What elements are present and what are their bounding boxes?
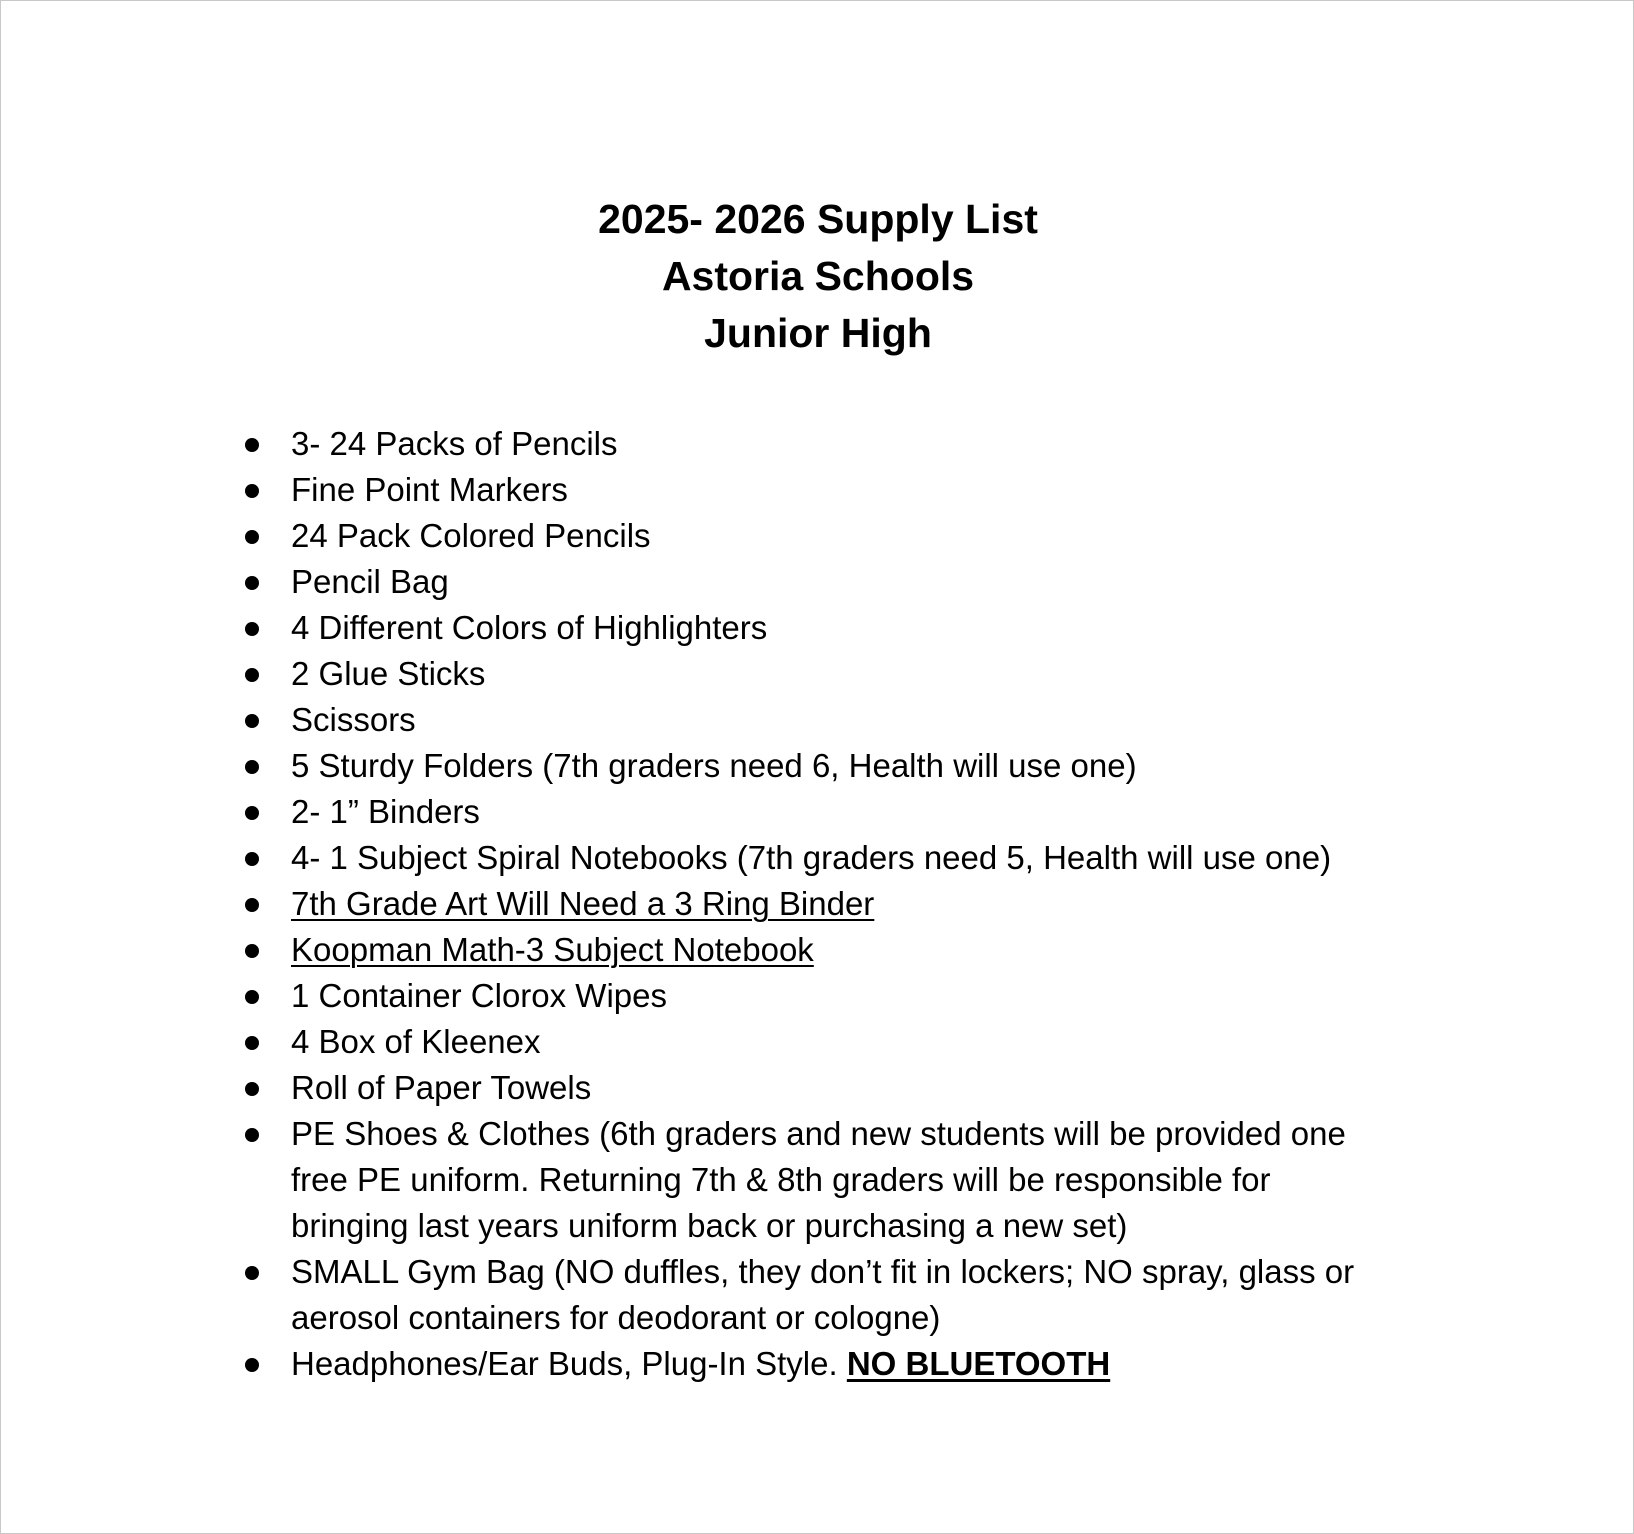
supply-item-label: 4 Box of Kleenex [291,1023,541,1060]
supply-item-clorox-wipes [1,973,1354,1019]
supply-item-binders [1,789,1354,835]
supply-item-folders [1,743,1354,789]
supply-item-spiral-notebooks [1,835,1354,881]
supply-item-kleenex [1,1019,1354,1065]
bullet-icon [245,898,259,912]
supply-item-label: 4 Different Colors of Highlighters [291,609,768,646]
bullet-icon [245,944,259,958]
bullet-icon [245,576,259,590]
bullet-icon [245,990,259,1004]
supply-item-label: 1 Container Clorox Wipes [291,977,667,1014]
supply-item-math-notebook [1,927,1354,973]
bullet-icon [245,438,259,452]
supply-item-pe-clothes [1,1111,1354,1249]
supply-item-label: Fine Point Markers [291,471,568,508]
supply-list [1,421,1354,1387]
supply-item-paper-towels [1,1065,1354,1111]
no-bluetooth-note: NO BLUETOOTH [846,1345,1111,1382]
bullet-icon [245,1128,259,1142]
supply-item-line: bringing last years uniform back or purchasing a new set) [291,1207,1128,1244]
bullet-icon [245,714,259,728]
supply-item-line: free PE uniform. Returning 7th & 8th graders will be responsible for [291,1161,1271,1198]
supply-item-line: aerosol containers for deodorant or cologne) [291,1299,941,1336]
supply-item-line: SMALL Gym Bag (NO duffles, they don’t fit in lockers; NO spray, glass or [291,1253,1355,1290]
title-line-year: 2025- 2026 Supply List [598,196,1038,242]
document-title [1,191,1634,362]
supply-item-gym-bag [1,1249,1354,1341]
bullet-icon [245,622,259,636]
bullet-icon [245,852,259,866]
supply-item-pencils [1,421,1354,467]
bullet-icon [245,1082,259,1096]
supply-item-label: 24 Pack Colored Pencils [291,517,651,554]
bullet-icon [245,668,259,682]
bullet-icon [245,530,259,544]
title-line-level: Junior High [704,310,932,356]
supply-item-label: Headphones/Ear Buds, Plug-In Style. [291,1345,847,1382]
title-line-school: Astoria Schools [661,253,975,299]
supply-item-label: Pencil Bag [291,563,449,600]
supply-item-label: 4- 1 Subject Spiral Notebooks (7th graders need 5, Health will use one) [291,839,1332,876]
supply-item-colored-pencils [1,513,1354,559]
bullet-icon [245,1036,259,1050]
bullet-icon [245,484,259,498]
supply-item-label: 5 Sturdy Folders (7th graders need 6, Health will use one) [291,747,1137,784]
bullet-icon [245,1358,259,1372]
supply-item-art-binder [1,881,1354,927]
supply-item-glue-sticks [1,651,1354,697]
supply-item-highlighters [1,605,1354,651]
supply-item-scissors [1,697,1354,743]
supply-item-label: 3- 24 Packs of Pencils [291,425,618,462]
bullet-icon [245,806,259,820]
supply-item-label: 7th Grade Art Will Need a 3 Ring Binder [291,885,875,922]
bullet-icon [245,760,259,774]
supply-item-label: 2 Glue Sticks [291,655,486,692]
supply-item-label: Roll of Paper Towels [291,1069,592,1106]
supply-item-label: Scissors [291,701,416,738]
bullet-icon [245,1266,259,1280]
supply-item-label: 2- 1” Binders [291,793,480,830]
supply-item-line: PE Shoes & Clothes (6th graders and new students will be provided one [291,1115,1346,1152]
supply-item-label: Koopman Math-3 Subject Notebook [291,931,814,968]
supply-item-pencil-bag [1,559,1354,605]
supply-item-headphones [1,1341,1354,1387]
supply-item-markers [1,467,1354,513]
